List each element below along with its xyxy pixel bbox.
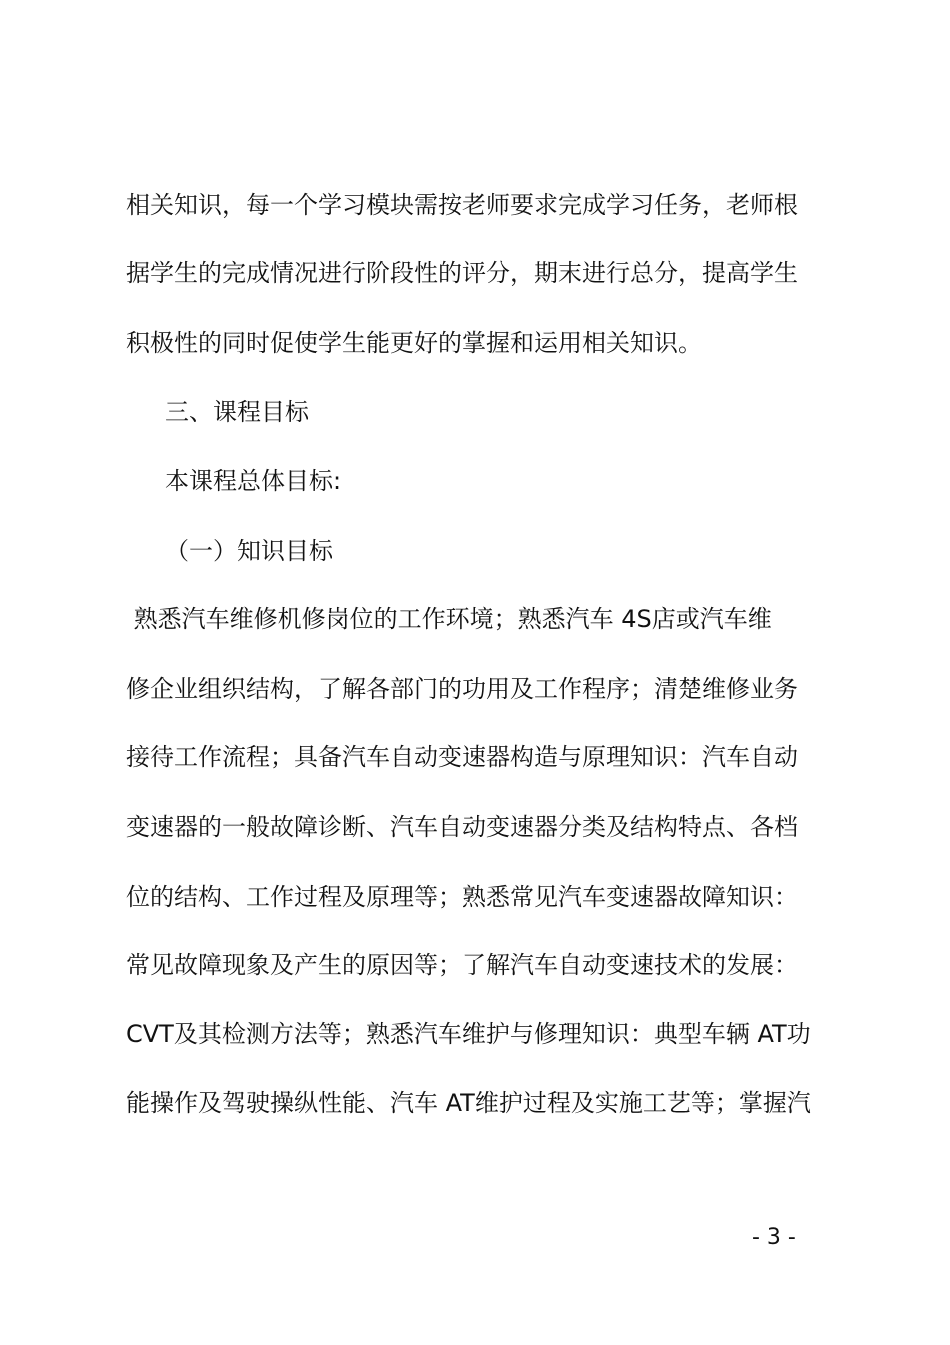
subsection-heading: （一）知识目标 [165,537,333,565]
paragraph-line: 据学生的完成情况进行阶段性的评分，期末进行总分，提高学生 [126,259,798,287]
paragraph-line: 积极性的同时促使学生能更好的掌握和运用相关知识。 [126,329,702,357]
paragraph-line: 修企业组织结构，了解各部门的功用及工作程序；清楚维修业务 [126,675,798,703]
paragraph-line: 位的结构、工作过程及原理等；熟悉常见汽车变速器故障知识： [126,883,798,911]
paragraph-line: 常见故障现象及产生的原因等；了解汽车自动变速技术的发展： [126,951,798,979]
paragraph-line: 变速器的一般故障诊断、汽车自动变速器分类及结构特点、各档 [126,813,798,841]
paragraph-line: 接待工作流程；具备汽车自动变速器构造与原理知识：汽车自动 [126,743,798,771]
page-number: - 3 - [752,1225,796,1250]
paragraph-line: 本课程总体目标: [165,467,342,495]
paragraph-line: CVT及其检测方法等；熟悉汽车维护与修理知识：典型车辆 AT功 [126,1020,811,1048]
paragraph-line: 能操作及驾驶操纵性能、汽车 AT维护过程及实施工艺等；掌握汽 [126,1089,811,1117]
section-heading: 三、课程目标 [165,398,309,426]
paragraph-line: 相关知识，每一个学习模块需按老师要求完成学习任务，老师根 [126,191,798,219]
paragraph-line: 熟悉汽车维修机修岗位的工作环境；熟悉汽车 4S店或汽车维 [126,605,772,633]
